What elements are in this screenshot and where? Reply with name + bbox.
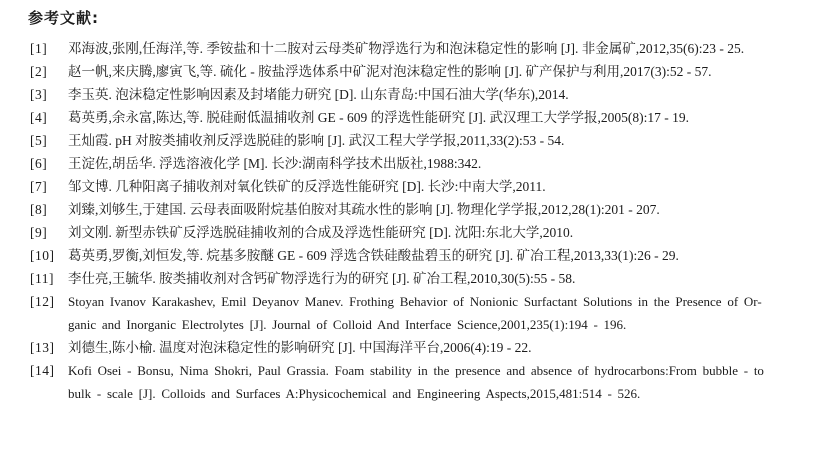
reference-item <box>28 37 809 60</box>
reference-text: 刘文刚. 新型赤铁矿反浮选脱硅捕收剂的合成及浮选性能研究 [D]. 沈阳:东北大学,2010. <box>68 225 574 240</box>
reference-text: 刘臻,刘够生,于建国. 云母表面吸附烷基伯胺对其疏水性的影响 [J]. 物理化学学报,2012,28(1):201 - 207. <box>68 202 660 217</box>
reference-number: [4] <box>30 110 48 125</box>
reference-number: [8] <box>30 202 48 217</box>
reference-text: 李仕亮,王毓华. 胺类捕收剂对含钙矿物浮选行为的研究 [J]. 矿冶工程,2010,30(5):55 - 58. <box>68 271 576 286</box>
reference-text-continued: bulk - scale [J]. Colloids and Surfaces A:Physicochemical and Engineering Aspects,2015,481:514 - 526. <box>68 386 641 401</box>
reference-text: 赵一帆,来庆腾,廖寅飞,等. 硫化 - 胺盐浮选体系中矿泥对泡沫稳定性的影响 [J]. 矿产保护与利用,2017(3):52 - 57. <box>68 64 712 79</box>
reference-number: [2] <box>30 64 48 79</box>
reference-number: [6] <box>30 156 48 171</box>
reference-item <box>28 83 809 106</box>
reference-number: [5] <box>30 133 48 148</box>
reference-text-continued: ganic and Inorganic Electrolytes [J]. Journal of Colloid And Interface Science,2001,235(1):194 - 196. <box>68 317 627 332</box>
reference-number: [14] <box>30 363 55 378</box>
reference-number: [1] <box>30 41 48 56</box>
reference-number: [10] <box>30 248 55 263</box>
references-list <box>28 37 809 405</box>
references-title: 参考文献: <box>28 9 99 27</box>
reference-item <box>28 60 809 83</box>
reference-number: [12] <box>30 294 55 309</box>
reference-number: [9] <box>30 225 48 240</box>
reference-number: [13] <box>30 340 55 355</box>
reference-text: 刘德生,陈小榆. 温度对泡沫稳定性的影响研究 [J]. 中国海洋平台,2006(4):19 - 22. <box>68 340 532 355</box>
reference-item <box>28 152 809 175</box>
reference-item <box>28 221 809 244</box>
reference-text: 王灿霞. pH 对胺类捕收剂反浮选脱硅的影响 [J]. 武汉工程大学学报,2011,33(2):53 - 54. <box>68 133 565 148</box>
reference-text: Kofi Osei - Bonsu, Nima Shokri, Paul Grassia. Foam stability in the presence and absence of hydrocarbons:From bubble - to <box>68 363 764 378</box>
reference-item <box>28 129 809 152</box>
reference-text: 王淀佐,胡岳华. 浮选溶液化学 [M]. 长沙:湖南科学技术出版社,1988:342. <box>68 156 482 171</box>
reference-text: 葛英勇,罗衡,刘恒发,等. 烷基多胺醚 GE - 609 浮选含铁硅酸盐碧玉的研究 [J]. 矿冶工程,2013,33(1):26 - 29. <box>68 248 679 263</box>
reference-item <box>28 244 809 267</box>
reference-number: [11] <box>30 271 54 286</box>
reference-item <box>28 106 809 129</box>
reference-number: [3] <box>30 87 48 102</box>
reference-text: 邹文博. 几种阳离子捕收剂对氧化铁矿的反浮选性能研究 [D]. 长沙:中南大学,2011. <box>68 179 546 194</box>
reference-item <box>28 267 809 290</box>
references-section <box>28 6 809 405</box>
reference-text: Stoyan Ivanov Karakashev, Emil Deyanov Manev. Frothing Behavior of Nonionic Surfactant Solutions in the Presence of Or- <box>68 294 762 309</box>
reference-number: [7] <box>30 179 48 194</box>
reference-text: 李玉英. 泡沫稳定性影响因素及封堵能力研究 [D]. 山东青岛:中国石油大学(华东),2014. <box>68 87 569 102</box>
reference-item <box>28 336 809 359</box>
reference-item <box>28 290 809 336</box>
reference-item <box>28 198 809 221</box>
reference-item <box>28 359 809 405</box>
reference-text: 邓海波,张刚,任海洋,等. 季铵盐和十二胺对云母类矿物浮选行为和泡沫稳定性的影响 [J]. 非金属矿,2012,35(6):23 - 25. <box>68 41 745 56</box>
reference-text: 葛英勇,余永富,陈达,等. 脱硅耐低温捕收剂 GE - 609 的浮选性能研究 [J]. 武汉理工大学学报,2005(8):17 - 19. <box>68 110 689 125</box>
reference-item <box>28 175 809 198</box>
